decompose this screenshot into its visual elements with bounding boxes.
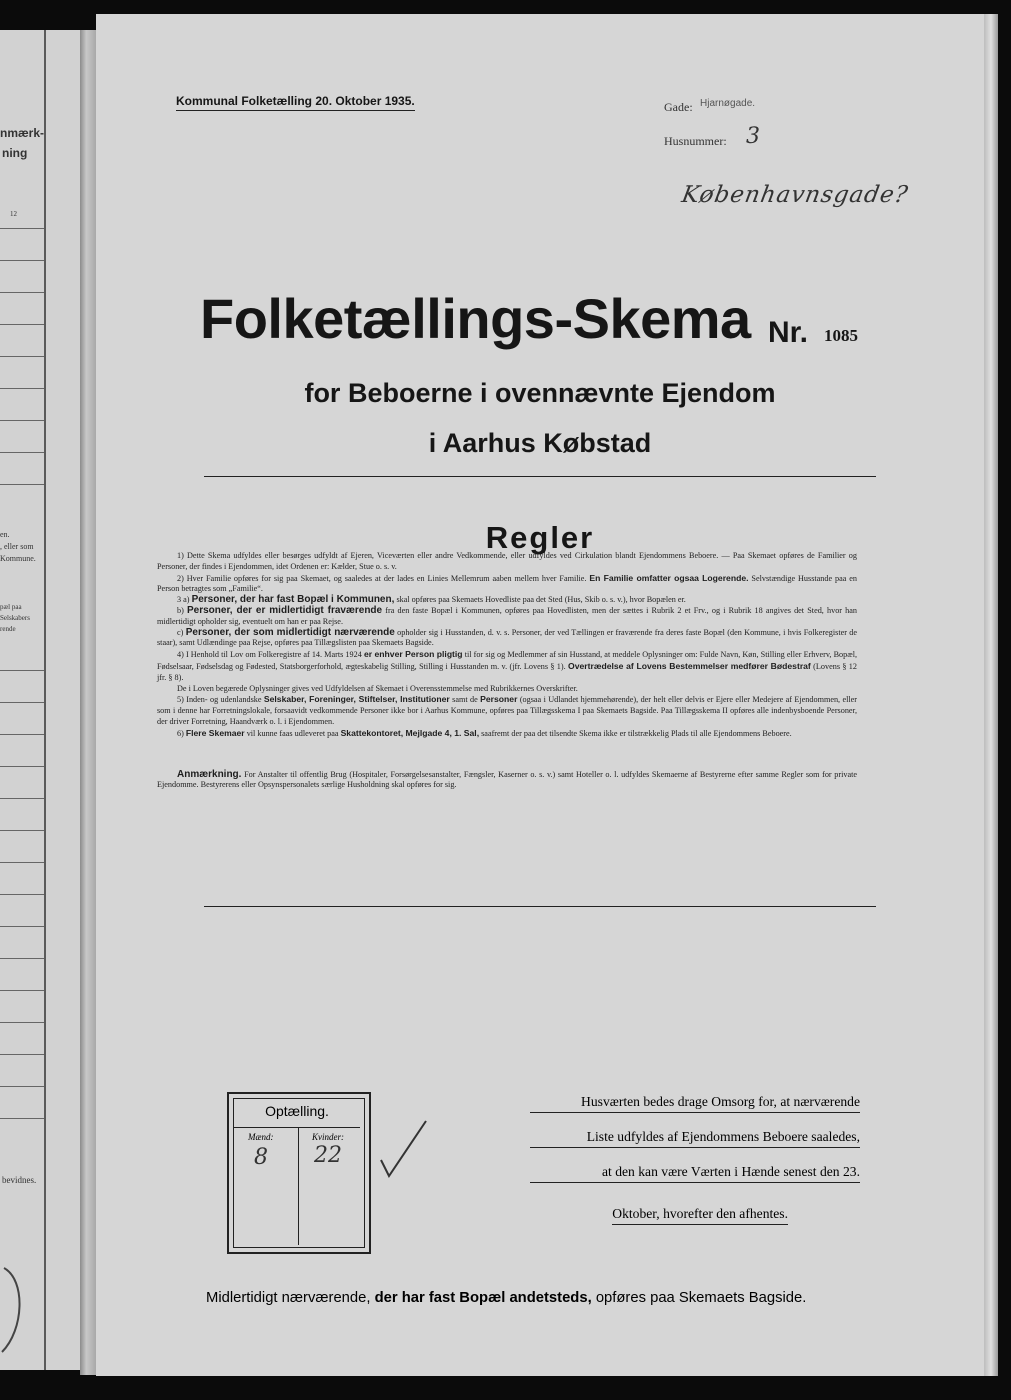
left-fragment-rule [0, 484, 44, 485]
form-number-label: Nr. [768, 316, 809, 349]
street-value: Hjarnøgade. [700, 98, 756, 109]
left-fragment-rule [0, 356, 44, 357]
left-fragment-text: 12 [10, 210, 17, 218]
form-number-value: 1085 [824, 326, 858, 345]
divider [204, 476, 876, 477]
left-fragment-rule [0, 1022, 44, 1023]
notice-line: at den kan være Værten i Hænde senest den 23. [530, 1162, 860, 1183]
left-fragment-rule [0, 260, 44, 261]
left-fragment-rule [0, 228, 44, 229]
landlord-notice [530, 1092, 860, 1231]
form-subtitle-2: i Aarhus Købstad [428, 428, 652, 458]
left-fragment-rule [0, 1086, 44, 1087]
left-fragment-text: nmærk- [0, 126, 45, 140]
gutter-line [44, 30, 46, 1370]
rule-6: 6) Flere Skemaer vil kunne faas udleveret paa Skattekontoret, Mejlgade 4, 1. Sal, saafremt der paa det tilsendte Skema ikke er tilstrækkelig Plads til alle Ejendommens Beboere. [177, 727, 792, 738]
handwritten-note: Københavnsgade? [679, 182, 911, 208]
left-fragment-rule [0, 862, 44, 863]
women-count: 22 [314, 1143, 342, 1168]
left-fragment-text: Kommune. [0, 554, 36, 563]
rule-3b: b) Personer, der er midlertidigt fraværende fra den faste Bopæl i Kommunen, opføres paa Hovedlisten, men der sættes i Rubrik 2 et Frv., og i Rubrik 18 angives det Sted, hvor han midlertidigt opholder sig, eventuelt om han er paa Rejse. [157, 604, 858, 626]
left-fragment-rule [0, 990, 44, 991]
count-box-title: Optælling. [265, 1103, 329, 1119]
left-fragment-rule [0, 388, 44, 389]
rule-1: 1) Dette Skema udfyldes eller besørges udfyldt af Ejeren, Viceværten eller andre Vedkommende, eller udfyldes ved Cirkulation blandt Ejendommens Beboere. — Paa Skemaet opføres de Familier og Personer, der findes i Ejendommen, idet Ordenen er: Kælder, Stue o. s. v. [157, 551, 857, 571]
book-spine [80, 30, 96, 1375]
left-fragment-rule [0, 420, 44, 421]
left-fragment-text: bevidnes. [2, 1175, 37, 1185]
census-title: Kommunal Folketælling 20. Oktober 1935. [176, 94, 415, 111]
left-fragment-rule [0, 1054, 44, 1055]
left-fragment-text: , eller som [0, 542, 34, 551]
left-fragment-rule [0, 958, 44, 959]
left-fragment-rule [0, 452, 44, 453]
rule-3c: c) Personer, der som midlertidigt nærværende opholder sig i Husstanden, d. v. s. Personer, der ved Tællingen er fraværende fra deres faste Bopæl (den Kommune, i hvis Folkeregister de staar), samt Udlændinge paa Rejse, opføres paa Tillægslisten paa Skemaets Bagside. [157, 626, 858, 648]
left-fragment-rule [0, 292, 44, 293]
left-fragment-text: ning [2, 146, 28, 160]
left-fragment-text: en. [0, 530, 10, 539]
left-fragment-text: Selskabers [0, 614, 30, 622]
rule-3a: 3 a) Personer, der har fast Bopæl i Kommunen, skal opføres paa Skemaets Hovedliste paa det Sted (Hus, Skib o. s. v.), hvor Bopælen er. [177, 594, 686, 606]
men-label: Mænd: [248, 1132, 274, 1142]
left-fragment-rule [0, 702, 44, 703]
left-fragment-rule [0, 324, 44, 325]
form-subtitle-1: for Beboerne i ovennævnte Ejendom [304, 378, 776, 408]
left-fragment-rule [0, 734, 44, 735]
count-box-inner [233, 1098, 365, 1248]
left-fragment-text: rende [0, 625, 16, 633]
notice-line: Oktober, hvorefter den afhentes. [612, 1204, 788, 1225]
rule-4: 4) I Henhold til Lov om Folkeregistre af 14. Marts 1924 er enhver Person pligtig til for sig og Medlemmer af sin Husstand, at meddele Oplysninger om: Fulde Navn, Køn, Stilling eller Erhverv, Bopæl, Fødselsaar, Fødselsdag og Fødested, Statsborgerforhold, ægteskabelig Stilling, Stilling i Husstanden m. v. (jfr. Lovens § 1). Overtrædelse af Lovens Bestemmelser medfører Bødestraf (Lovens § 12 jfr. § 8). [157, 649, 858, 682]
handwritten-stroke-icon [0, 1260, 40, 1360]
rule-5: 5) Inden- og udenlandske Selskaber, Foreninger, Stiftelser, Institutioner samt de Personer (ogsaa i Udlandet hjemmehørende), der helt eller delvis er Ejere eller Medejere af Ejendommen, eller som i denne har Forretningslokale, forsaavidt vedkommende Personer ikke bor i Aarhus Kommune, opføres paa Tillægsskema I paa Skemaets Bagside. Paa Tillægsskema II opføres alle indenbysboende Personer, der driver Forretning, Haandværk o. l. i Ejendommen. [157, 694, 858, 726]
left-page-fragment [0, 30, 80, 1370]
page-edge [984, 14, 998, 1376]
house-number-label: Husnummer: [664, 134, 727, 148]
left-fragment-text: pæl paa [0, 603, 22, 611]
left-fragment-rule [0, 830, 44, 831]
men-count: 8 [254, 1145, 268, 1170]
left-fragment-rule [0, 1118, 44, 1119]
left-fragment-rule [0, 670, 44, 671]
remark: Anmærkning. For Anstalter til offentlig Brug (Hospitaler, Forsørgelsesanstalter, Fængsler, Kaserner o. s. v.) samt Hoteller o. l. udfyldes Skemaerne af Bestyrerne efter samme Regler som for private Ejendomme. Bestyrerens eller Opsynspersonalets særlige Husholdning skal opføres for sig. [157, 768, 858, 790]
notice-line: Husværten bedes drage Omsorg for, at nærværende [530, 1092, 860, 1113]
rule-2: 2) Hver Familie opføres for sig paa Skemaet, og saaledes at der lades en Linies Mellemrum aaben mellem hver Familie. En Familie omfatter ogsaa Logerende. Selvstændige Husstande paa en Person betragtes som „Familie“. [157, 572, 858, 594]
women-label: Kvinder: [312, 1132, 344, 1142]
street-label: Gade: [664, 100, 693, 114]
notice-line: Liste udfyldes af Ejendommens Beboere saaledes, [530, 1127, 860, 1148]
left-fragment-rule [0, 798, 44, 799]
rules-body [157, 551, 857, 791]
house-number-value: 3 [746, 124, 760, 149]
left-fragment-rule [0, 766, 44, 767]
form-title: Folketællings-Skema [200, 287, 751, 350]
rules-heading: Regler [485, 520, 595, 555]
check-mark-icon [378, 1118, 430, 1180]
count-box-separator [298, 1127, 299, 1245]
left-fragment-rule [0, 894, 44, 895]
left-fragment-rule [0, 926, 44, 927]
rule-4-note: De i Loven begærede Oplysninger gives ved Udfyldelsen af Skemaet i Overensstemmelse med Rubrikkernes Overskrifter. [177, 683, 578, 693]
footer-note: Midlertidigt nærværende, der har fast Bopæl andetsteds, opføres paa Skemaets Bagside. [206, 1290, 807, 1306]
count-box [227, 1092, 371, 1254]
count-box-rule [234, 1127, 360, 1128]
divider [204, 906, 876, 907]
